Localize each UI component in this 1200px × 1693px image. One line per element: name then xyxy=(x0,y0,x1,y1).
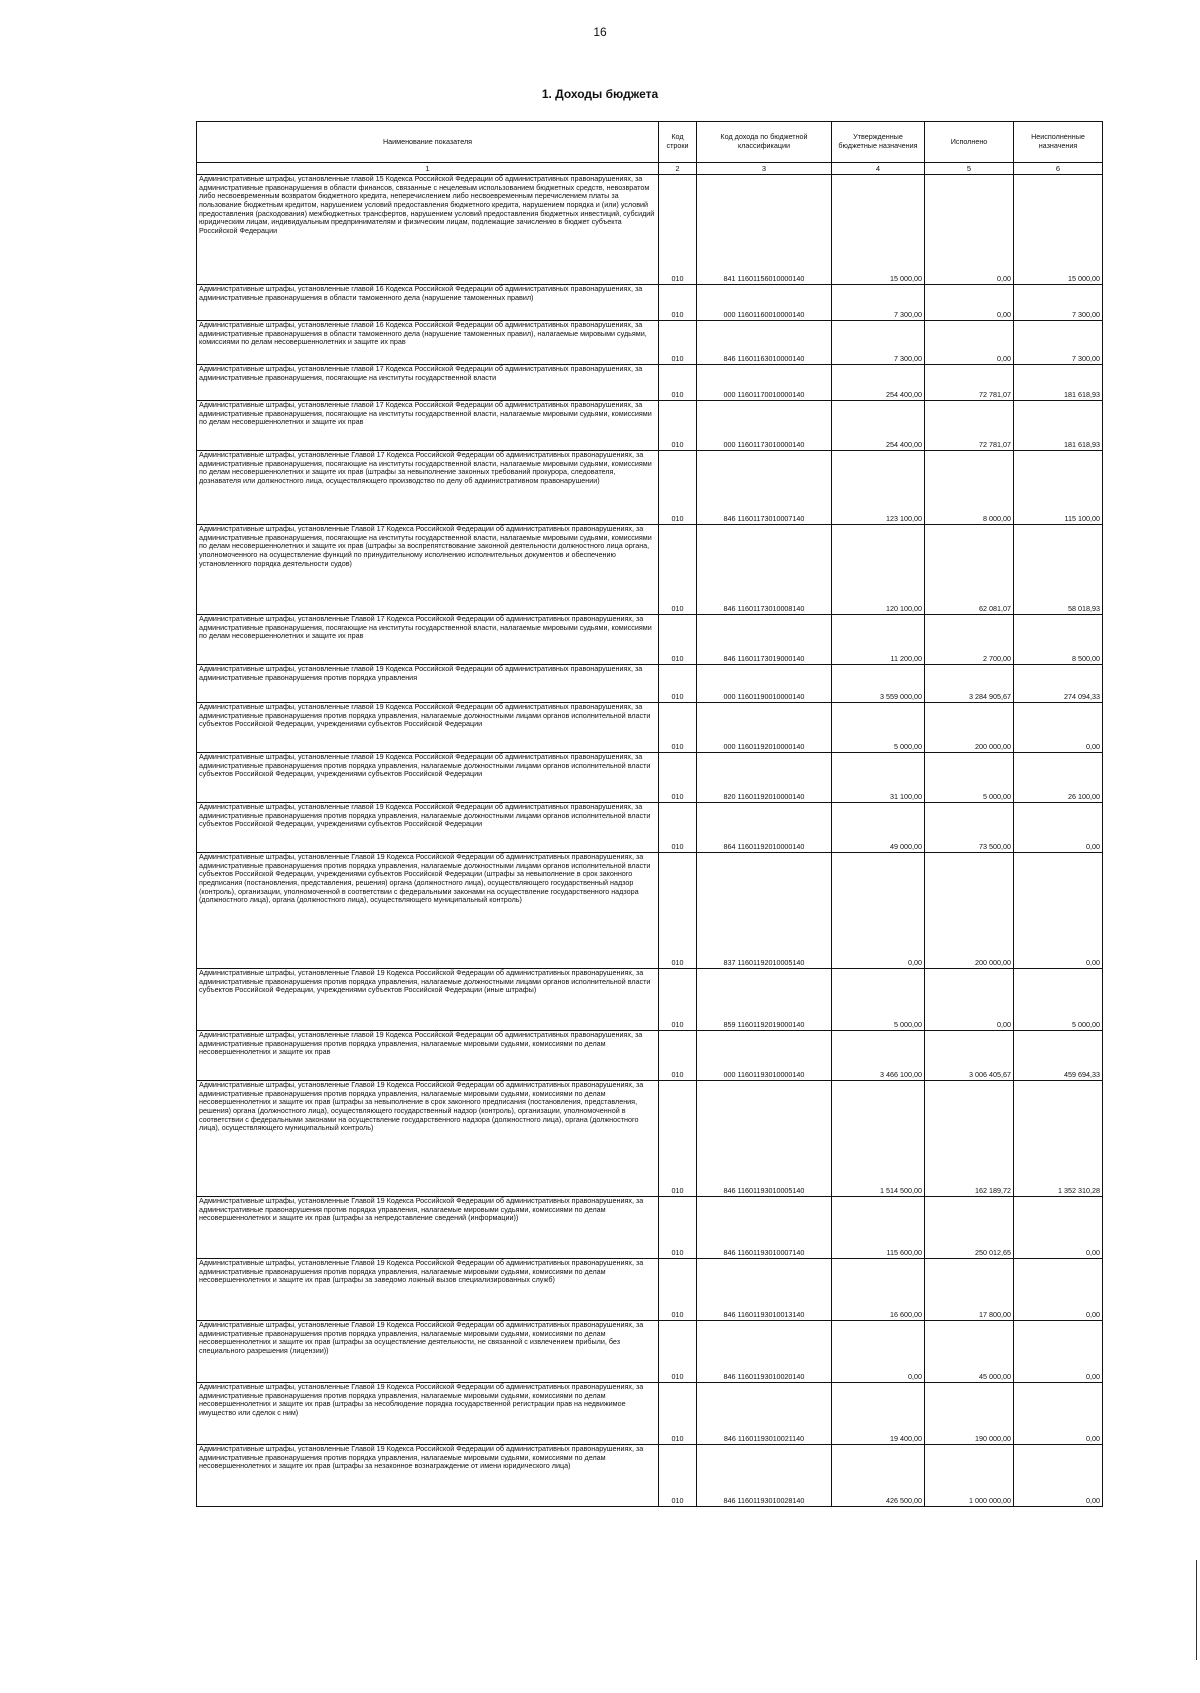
header-executed: Исполнено xyxy=(925,122,1014,163)
header-unexecuted: Неисполненные назначения xyxy=(1014,122,1103,163)
cell-name: Административные штрафы, установленные главой 16 Кодекса Российской Федерации об административных правонарушениях, за административные правонарушения в области таможенного дела (нарушение таможенных правил), налагаемые мировыми судьями, комиссиями по делам несовершеннолетних и защите их прав xyxy=(197,321,659,365)
cell-executed: 250 012,65 xyxy=(925,1197,1014,1259)
cell-executed: 3 284 905,67 xyxy=(925,665,1014,703)
cell-unexecuted: 0,00 xyxy=(1014,1445,1103,1507)
cell-executed: 5 000,00 xyxy=(925,753,1014,803)
cell-approved: 3 466 100,00 xyxy=(832,1031,925,1081)
cell-name: Административные штрафы, установленные Главой 19 Кодекса Российской Федерации об административных правонарушениях, за административные правонарушения против порядка управления, налагаемые мировыми судьями, комиссиями по делам несовершеннолетних и защите их прав (штрафы за незаконное вознаграждение от имени юридического лица) xyxy=(197,1445,659,1507)
cell-line: 010 xyxy=(659,1081,697,1197)
table-row xyxy=(197,665,1103,703)
table-row xyxy=(197,615,1103,665)
cell-executed: 0,00 xyxy=(925,175,1014,285)
cell-line: 010 xyxy=(659,451,697,525)
cell-name: Административные штрафы, установленные Главой 19 Кодекса Российской Федерации об административных правонарушениях, за административные правонарушения против порядка управления, налагаемые мировыми судьями, комиссиями по делам несовершеннолетних и защите их прав (штрафы за осуществление деятельности, не связанной с извлечением прибыли, без специального разрешения (лицензии)) xyxy=(197,1321,659,1383)
cell-executed: 190 000,00 xyxy=(925,1383,1014,1445)
table-row xyxy=(197,175,1103,285)
cell-line: 010 xyxy=(659,1197,697,1259)
cell-line: 010 xyxy=(659,365,697,401)
cell-name: Административные штрафы, установленные Главой 19 Кодекса Российской Федерации об административных правонарушениях, за административные правонарушения против порядка управления, налагаемые мировыми судьями, комиссиями по делам несовершеннолетних и защите их прав (штрафы за невыполнение в срок законного предписания (постановления, представления, решения) органа (должностного лица), осуществляющего государственный надзор (контроль), организации, уполномоченной в соответствии с федеральными законами на осуществление государственного надзора (должностного лица), органа (должностного лица), осуществляющего муниципальный контроль) xyxy=(197,1081,659,1197)
page-title: 1. Доходы бюджета xyxy=(541,87,659,101)
cell-approved: 15 000,00 xyxy=(832,175,925,285)
cell-code: 000 11601160010000140 xyxy=(697,285,832,321)
cell-unexecuted: 5 000,00 xyxy=(1014,969,1103,1031)
cell-name: Административные штрафы, установленные Главой 17 Кодекса Российской Федерации об административных правонарушениях, за административные правонарушения, посягающие на институты государственной власти, налагаемые мировыми судьями, комиссиями по делам несовершеннолетних и защите их прав xyxy=(197,615,659,665)
cell-line: 010 xyxy=(659,703,697,753)
column-number: 2 xyxy=(659,163,697,175)
cell-line: 010 xyxy=(659,1321,697,1383)
cell-unexecuted: 58 018,93 xyxy=(1014,525,1103,615)
cell-code: 000 11601193010000140 xyxy=(697,1031,832,1081)
cell-code: 846 11601163010000140 xyxy=(697,321,832,365)
cell-approved: 5 000,00 xyxy=(832,703,925,753)
cell-code: 846 11601193010021140 xyxy=(697,1383,832,1445)
page-number: 16 xyxy=(593,25,607,39)
scan-edge-mark xyxy=(1196,1560,1197,1660)
cell-line: 010 xyxy=(659,1031,697,1081)
cell-unexecuted: 0,00 xyxy=(1014,703,1103,753)
cell-code: 000 11601190010000140 xyxy=(697,665,832,703)
column-numbers-row xyxy=(197,163,1103,175)
cell-unexecuted: 181 618,93 xyxy=(1014,401,1103,451)
cell-approved: 0,00 xyxy=(832,1321,925,1383)
table-row xyxy=(197,1197,1103,1259)
cell-approved: 1 514 500,00 xyxy=(832,1081,925,1197)
table-row xyxy=(197,753,1103,803)
cell-approved: 115 600,00 xyxy=(832,1197,925,1259)
cell-approved: 31 100,00 xyxy=(832,753,925,803)
cell-code: 864 11601192010000140 xyxy=(697,803,832,853)
cell-line: 010 xyxy=(659,969,697,1031)
cell-name: Административные штрафы, установленные Главой 19 Кодекса Российской Федерации об административных правонарушениях, за административные правонарушения против порядка управления, налагаемые должностными лицами органов исполнительной власти субъектов Российской Федерации, учреждениями субъектов Российской Федерации (штрафы за невыполнение в срок законного предписания (постановления, представления, решения) органа (должностного лица), осуществляющего государственный надзор (контроль), организации, уполномоченной в соответствии с федеральными законами на осуществление государственного надзора (должностного лица), органа (должностного лица), осуществляющего муниципальный контроль) xyxy=(197,853,659,969)
cell-executed: 45 000,00 xyxy=(925,1321,1014,1383)
cell-code: 837 11601192010005140 xyxy=(697,853,832,969)
cell-line: 010 xyxy=(659,401,697,451)
cell-code: 846 11601193010005140 xyxy=(697,1081,832,1197)
cell-name: Административные штрафы, установленные главой 19 Кодекса Российской Федерации об административных правонарушениях, за административные правонарушения против порядка управления, налагаемые должностными лицами органов исполнительной власти субъектов Российской Федерации, учреждениями субъектов Российской Федерации xyxy=(197,703,659,753)
table-row xyxy=(197,365,1103,401)
cell-executed: 8 000,00 xyxy=(925,451,1014,525)
cell-name: Административные штрафы, установленные главой 19 Кодекса Российской Федерации об административных правонарушениях, за административные правонарушения против порядка управления, налагаемые должностными лицами органов исполнительной власти субъектов Российской Федерации, учреждениями субъектов Российской Федерации xyxy=(197,803,659,853)
column-number: 5 xyxy=(925,163,1014,175)
table-row xyxy=(197,1383,1103,1445)
table-row xyxy=(197,525,1103,615)
cell-code: 000 11601192010000140 xyxy=(697,703,832,753)
cell-executed: 72 781,07 xyxy=(925,401,1014,451)
table-row xyxy=(197,703,1103,753)
cell-unexecuted: 0,00 xyxy=(1014,1259,1103,1321)
cell-name: Административные штрафы, установленные главой 19 Кодекса Российской Федерации об административных правонарушениях, за административные правонарушения против порядка управления xyxy=(197,665,659,703)
cell-unexecuted: 181 618,93 xyxy=(1014,365,1103,401)
cell-executed: 73 500,00 xyxy=(925,803,1014,853)
cell-name: Административные штрафы, установленные главой 19 Кодекса Российской Федерации об административных правонарушениях, за административные правонарушения против порядка управления, налагаемые должностными лицами органов исполнительной власти субъектов Российской Федерации, учреждениями субъектов Российской Федерации xyxy=(197,753,659,803)
header-line: Код строки xyxy=(659,122,697,163)
cell-name: Административные штрафы, установленные главой 15 Кодекса Российской Федерации об административных правонарушениях, за административные правонарушения в области финансов, связанные с нецелевым использованием бюджетных средств, невозвратом либо несвоевременным возвратом бюджетного кредита, неперечислением либо несвоевременным перечислением платы за пользование бюджетным кредитом, нарушением условий предоставления бюджетного кредита, нарушением порядка и (или) условий предоставления (расходования) межбюджетных трансфертов, нарушением условий предоставления бюджетных инвестиций, субсидий юридическим лицам, индивидуальным предпринимателям и физическим лицам, подлежащие зачислению в бюджет субъекта Российской Федерации xyxy=(197,175,659,285)
table-row xyxy=(197,1081,1103,1197)
table-body xyxy=(197,175,1103,1507)
column-number: 3 xyxy=(697,163,832,175)
cell-code: 846 11601173019000140 xyxy=(697,615,832,665)
cell-line: 010 xyxy=(659,1259,697,1321)
cell-code: 846 11601193010007140 xyxy=(697,1197,832,1259)
cell-executed: 3 006 405,67 xyxy=(925,1031,1014,1081)
cell-executed: 0,00 xyxy=(925,969,1014,1031)
cell-line: 010 xyxy=(659,321,697,365)
cell-line: 010 xyxy=(659,1445,697,1507)
cell-unexecuted: 0,00 xyxy=(1014,1383,1103,1445)
cell-executed: 0,00 xyxy=(925,285,1014,321)
cell-code: 846 11601193010028140 xyxy=(697,1445,832,1507)
cell-name: Административные штрафы, установленные Главой 19 Кодекса Российской Федерации об административных правонарушениях, за административные правонарушения против порядка управления, налагаемые мировыми судьями, комиссиями по делам несовершеннолетних и защите их прав (штрафы за непредставление сведений (информации)) xyxy=(197,1197,659,1259)
cell-approved: 16 600,00 xyxy=(832,1259,925,1321)
header-code: Код дохода по бюджетной классификации xyxy=(697,122,832,163)
cell-approved: 5 000,00 xyxy=(832,969,925,1031)
cell-unexecuted: 26 100,00 xyxy=(1014,753,1103,803)
table-row xyxy=(197,1321,1103,1383)
cell-unexecuted: 0,00 xyxy=(1014,853,1103,969)
cell-unexecuted: 274 094,33 xyxy=(1014,665,1103,703)
column-number: 6 xyxy=(1014,163,1103,175)
header-name: Наименование показателя xyxy=(197,122,659,163)
cell-name: Административные штрафы, установленные главой 17 Кодекса Российской Федерации об административных правонарушениях, за административные правонарушения, посягающие на институты государственной власти xyxy=(197,365,659,401)
cell-approved: 123 100,00 xyxy=(832,451,925,525)
cell-code: 000 11601173010000140 xyxy=(697,401,832,451)
cell-approved: 3 559 000,00 xyxy=(832,665,925,703)
cell-name: Административные штрафы, установленные Главой 19 Кодекса Российской Федерации об административных правонарушениях, за административные правонарушения против порядка управления, налагаемые должностными лицами органов исполнительной власти субъектов Российской Федерации, учреждениями субъектов Российской Федерации (иные штрафы) xyxy=(197,969,659,1031)
cell-code: 841 11601156010000140 xyxy=(697,175,832,285)
cell-code: 846 11601193010020140 xyxy=(697,1321,832,1383)
cell-unexecuted: 15 000,00 xyxy=(1014,175,1103,285)
cell-name: Административные штрафы, установленные главой 19 Кодекса Российской Федерации об административных правонарушениях, за административные правонарушения против порядка управления, налагаемые мировыми судьями, комиссиями по делам несовершеннолетних и защите их прав xyxy=(197,1031,659,1081)
table-header-row xyxy=(197,122,1103,163)
cell-unexecuted: 0,00 xyxy=(1014,1197,1103,1259)
cell-approved: 120 100,00 xyxy=(832,525,925,615)
cell-unexecuted: 0,00 xyxy=(1014,1321,1103,1383)
cell-approved: 49 000,00 xyxy=(832,803,925,853)
cell-name: Административные штрафы, установленные Главой 19 Кодекса Российской Федерации об административных правонарушениях, за административные правонарушения против порядка управления, налагаемые мировыми судьями, комиссиями по делам несовершеннолетних и защите их прав (штрафы за заведомо ложный вызов специализированных служб) xyxy=(197,1259,659,1321)
header-approved: Утвержденные бюджетные назначения xyxy=(832,122,925,163)
cell-executed: 200 000,00 xyxy=(925,853,1014,969)
cell-executed: 200 000,00 xyxy=(925,703,1014,753)
cell-executed: 72 781,07 xyxy=(925,365,1014,401)
cell-unexecuted: 1 352 310,28 xyxy=(1014,1081,1103,1197)
cell-line: 010 xyxy=(659,853,697,969)
table-row xyxy=(197,1031,1103,1081)
cell-unexecuted: 8 500,00 xyxy=(1014,615,1103,665)
table-row xyxy=(197,803,1103,853)
cell-line: 010 xyxy=(659,175,697,285)
cell-line: 010 xyxy=(659,525,697,615)
cell-line: 010 xyxy=(659,1383,697,1445)
cell-unexecuted: 0,00 xyxy=(1014,803,1103,853)
cell-unexecuted: 459 694,33 xyxy=(1014,1031,1103,1081)
cell-executed: 1 000 000,00 xyxy=(925,1445,1014,1507)
table-row xyxy=(197,401,1103,451)
cell-approved: 7 300,00 xyxy=(832,285,925,321)
cell-unexecuted: 7 300,00 xyxy=(1014,285,1103,321)
cell-name: Административные штрафы, установленные Главой 19 Кодекса Российской Федерации об административных правонарушениях, за административные правонарушения против порядка управления, налагаемые мировыми судьями, комиссиями по делам несовершеннолетних и защите их прав (штрафы за несоблюдение порядка государственной регистрации прав на недвижимое имущество или сделок с ним) xyxy=(197,1383,659,1445)
cell-line: 010 xyxy=(659,665,697,703)
cell-approved: 11 200,00 xyxy=(832,615,925,665)
cell-name: Административные штрафы, установленные главой 17 Кодекса Российской Федерации об административных правонарушениях, за административные правонарушения, посягающие на институты государственной власти, налагаемые мировыми судьями, комиссиями по делам несовершеннолетних и защите их прав xyxy=(197,401,659,451)
cell-name: Административные штрафы, установленные Главой 17 Кодекса Российской Федерации об административных правонарушениях, за административные правонарушения, посягающие на институты государственной власти, налагаемые мировыми судьями, комиссиями по делам несовершеннолетних и защите их прав (штрафы за воспрепятствование законной деятельности должностного лица органа, уполномоченного на осуществление функций по принудительному исполнению исполнительных документов и обеспечению установленного порядка деятельности судов) xyxy=(197,525,659,615)
cell-approved: 254 400,00 xyxy=(832,365,925,401)
cell-code: 846 11601193010013140 xyxy=(697,1259,832,1321)
column-number: 1 xyxy=(197,163,659,175)
cell-approved: 426 500,00 xyxy=(832,1445,925,1507)
cell-line: 010 xyxy=(659,753,697,803)
cell-executed: 62 081,07 xyxy=(925,525,1014,615)
cell-approved: 19 400,00 xyxy=(832,1383,925,1445)
cell-approved: 0,00 xyxy=(832,853,925,969)
table-row xyxy=(197,321,1103,365)
cell-code: 820 11601192010000140 xyxy=(697,753,832,803)
cell-executed: 162 189,72 xyxy=(925,1081,1014,1197)
cell-executed: 17 800,00 xyxy=(925,1259,1014,1321)
table-row xyxy=(197,1259,1103,1321)
cell-approved: 7 300,00 xyxy=(832,321,925,365)
cell-unexecuted: 7 300,00 xyxy=(1014,321,1103,365)
table-row xyxy=(197,285,1103,321)
table-row xyxy=(197,451,1103,525)
cell-name: Административные штрафы, установленные Главой 17 Кодекса Российской Федерации об административных правонарушениях, за административные правонарушения, посягающие на институты государственной власти, налагаемые мировыми судьями, комиссиями по делам несовершеннолетних и защите их прав (штрафы за невыполнение законных требований прокурора, следователя, дознавателя или должностного лица, осуществляющего производство по делу об административном правонарушении) xyxy=(197,451,659,525)
cell-code: 859 11601192019000140 xyxy=(697,969,832,1031)
cell-executed: 0,00 xyxy=(925,321,1014,365)
cell-code: 846 11601173010008140 xyxy=(697,525,832,615)
revenue-table xyxy=(196,121,1103,1507)
table-row xyxy=(197,969,1103,1031)
cell-code: 000 11601170010000140 xyxy=(697,365,832,401)
cell-executed: 2 700,00 xyxy=(925,615,1014,665)
cell-line: 010 xyxy=(659,615,697,665)
cell-approved: 254 400,00 xyxy=(832,401,925,451)
table-row xyxy=(197,853,1103,969)
cell-line: 010 xyxy=(659,803,697,853)
cell-line: 010 xyxy=(659,285,697,321)
cell-unexecuted: 115 100,00 xyxy=(1014,451,1103,525)
table-row xyxy=(197,1445,1103,1507)
column-number: 4 xyxy=(832,163,925,175)
cell-name: Административные штрафы, установленные главой 16 Кодекса Российской Федерации об административных правонарушениях, за административные правонарушения в области таможенного дела (нарушение таможенных правил) xyxy=(197,285,659,321)
cell-code: 846 11601173010007140 xyxy=(697,451,832,525)
